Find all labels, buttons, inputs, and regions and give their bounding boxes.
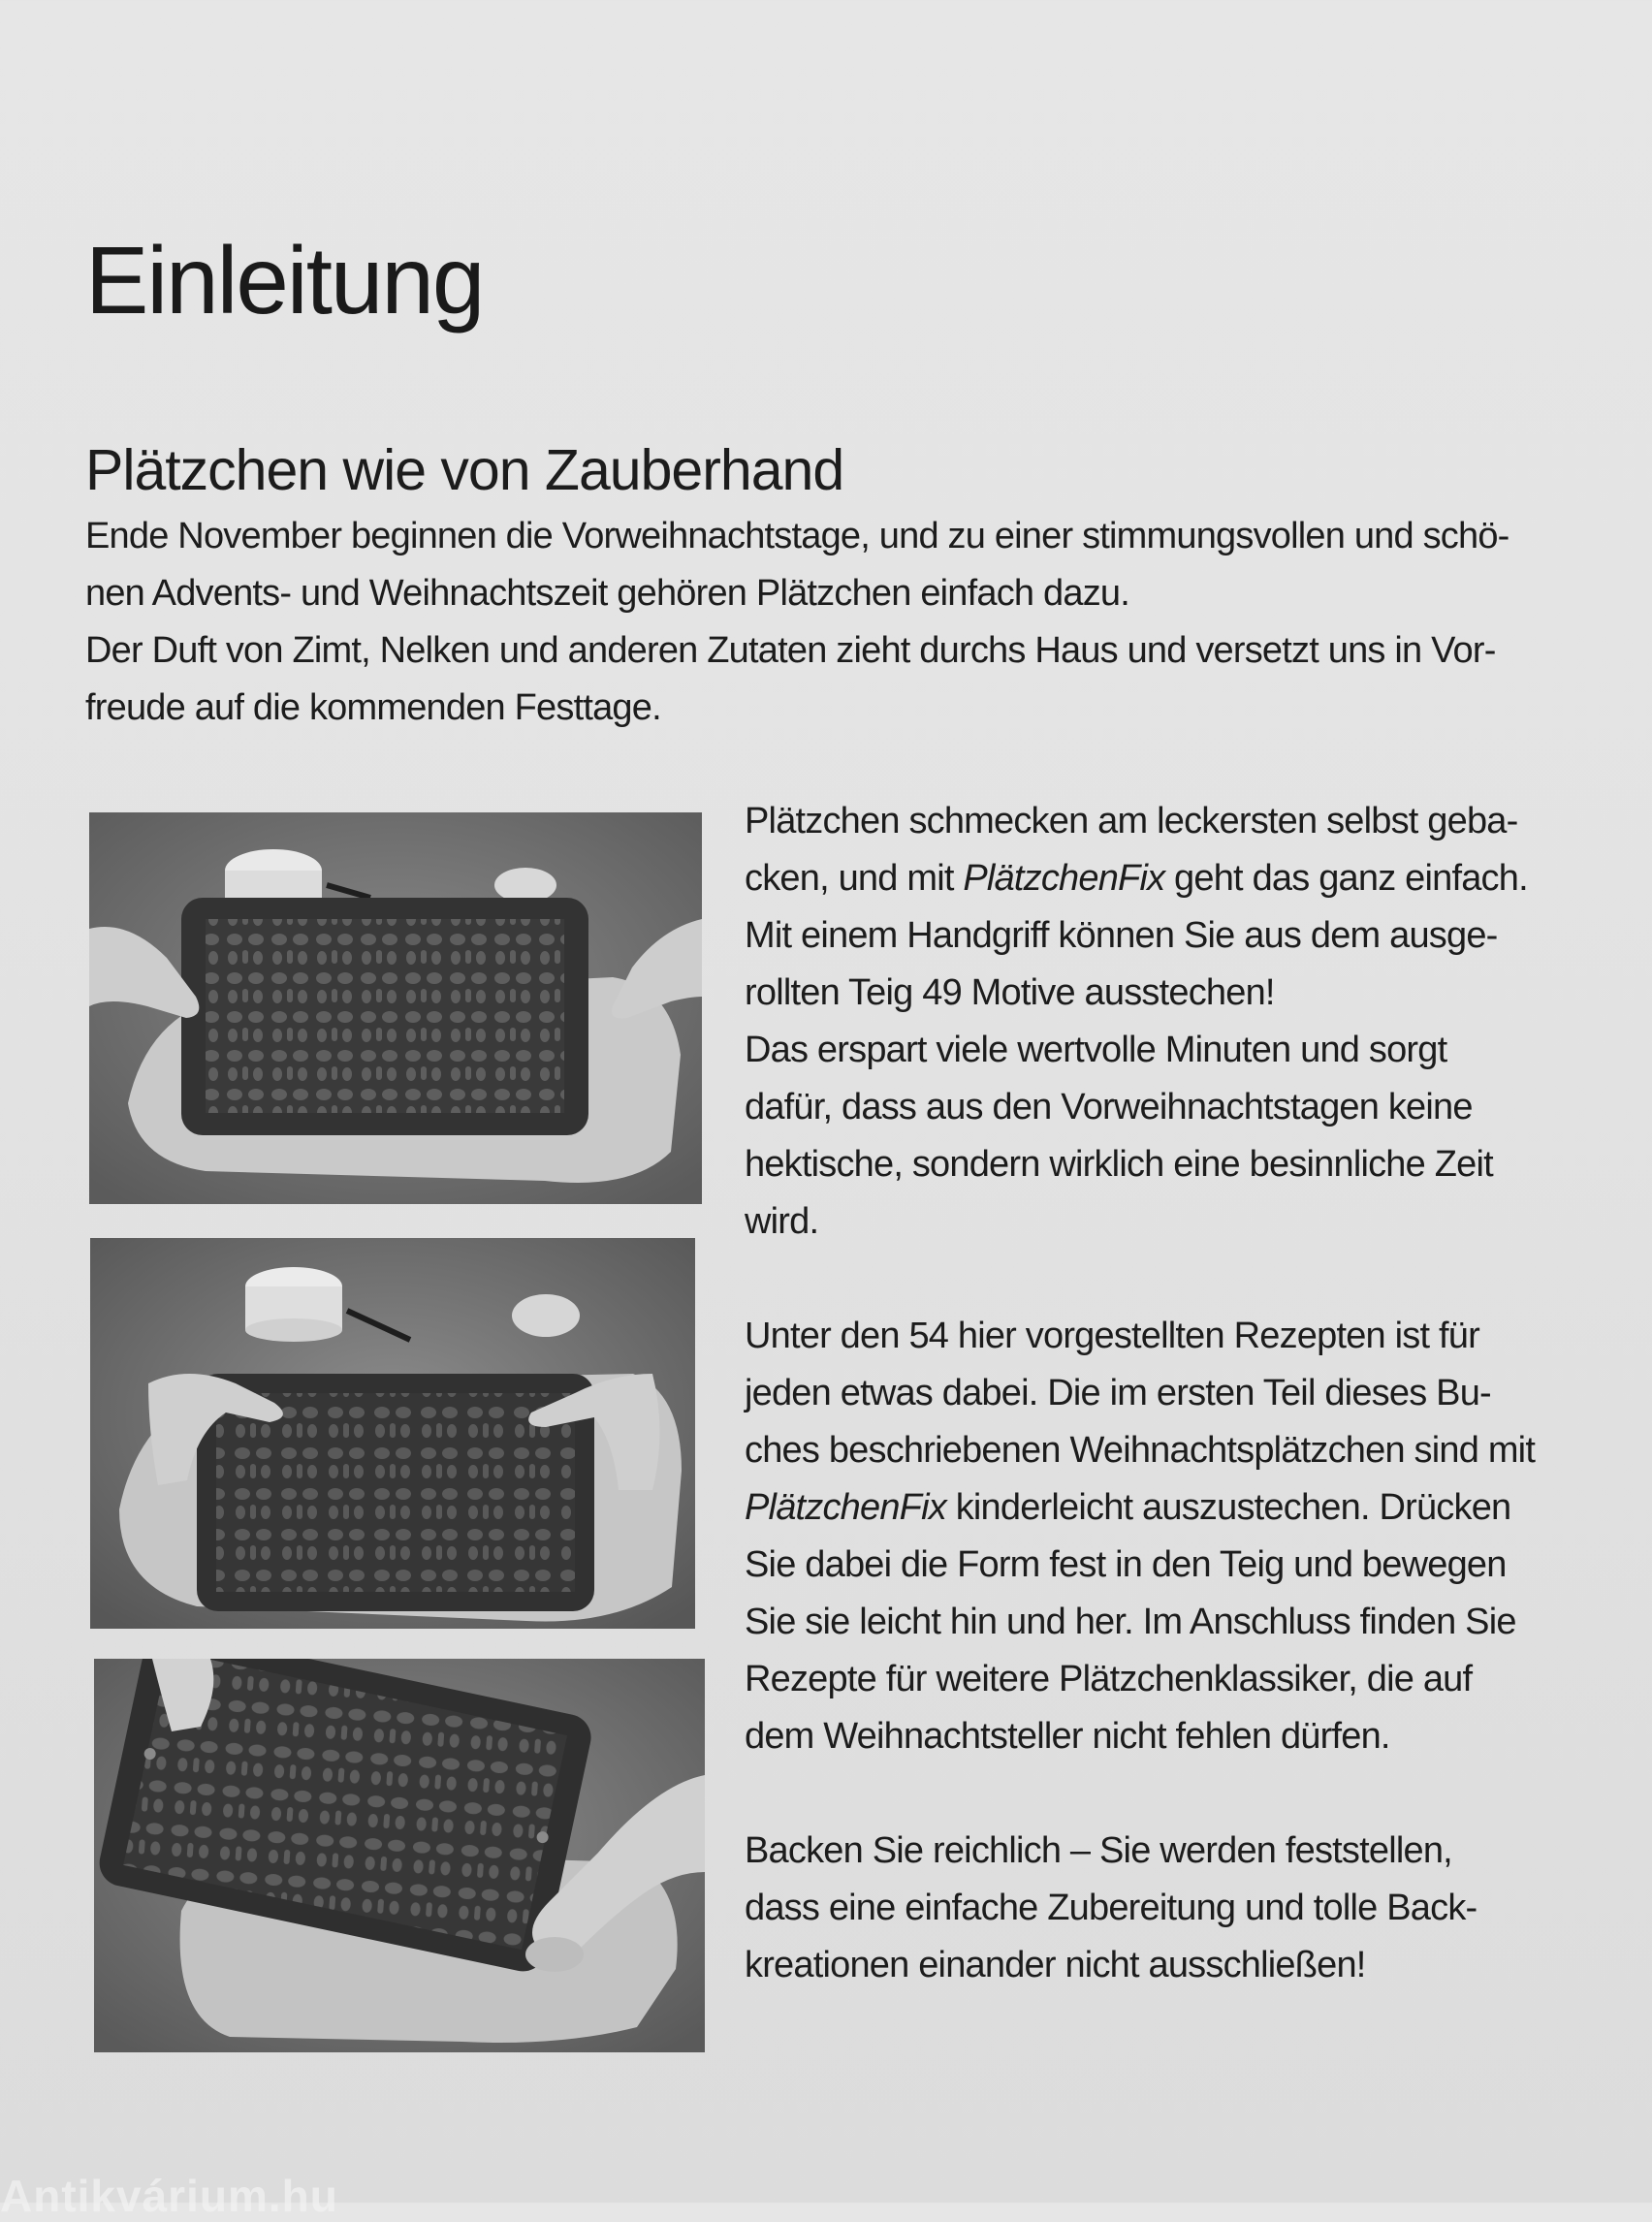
body-line: Das erspart viele wertvolle Minuten und sorgt	[745, 1030, 1447, 1070]
body-line: Sie sie leicht hin und her. Im Anschluss finden Sie	[745, 1602, 1516, 1642]
body-line: dem Weihnachtsteller nicht fehlen dürfen.	[745, 1716, 1390, 1757]
body-line: wird.	[745, 1201, 819, 1242]
watermark: Antikvárium.hu	[0, 2171, 338, 2221]
body-paragraph-2	[745, 1308, 1598, 1765]
body-line	[745, 850, 1598, 907]
photo-step-2	[90, 1238, 695, 1629]
body-paragraph-3	[745, 1823, 1598, 1994]
intro-line: Ende November beginnen die Vorweihnachtstage, und zu einer stimmungsvollen und schö-	[85, 516, 1509, 556]
body-line: Unter den 54 hier vorgestellten Rezepten ist für	[745, 1316, 1479, 1356]
intro-line: freude auf die kommenden Festtage.	[85, 687, 661, 728]
intro-line: nen Advents- und Weihnachtszeit gehören Plätzchen einfach dazu.	[85, 573, 1129, 614]
body-line: dafür, dass aus den Vorweihnachtstagen keine	[745, 1087, 1473, 1127]
product-name: PlätzchenFix	[963, 858, 1165, 899]
body-line: ches beschriebenen Weihnachtsplätzchen sind mit	[745, 1430, 1536, 1471]
chapter-title: Einleitung	[85, 227, 484, 333]
section-title: Plätzchen wie von Zauberhand	[85, 438, 844, 502]
photo-step-3	[94, 1659, 705, 2052]
text-run: kinderleicht auszustechen. Drücken	[945, 1487, 1511, 1528]
photo-step-1	[89, 812, 702, 1204]
product-name: PlätzchenFix	[745, 1487, 946, 1528]
body-paragraph-1	[745, 793, 1598, 1251]
text-run: cken, und mit	[745, 858, 964, 899]
body-line: hektische, sondern wirklich eine besinnliche Zeit	[745, 1144, 1493, 1185]
text-run: geht das ganz einfach.	[1164, 858, 1528, 899]
body-line	[745, 1479, 1598, 1537]
body-text-column	[745, 793, 1598, 1994]
body-line: dass eine einfache Zubereitung und tolle Back-	[745, 1888, 1477, 1928]
intro-line: Der Duft von Zimt, Nelken und anderen Zutaten zieht durchs Haus und versetzt uns in Vor-	[85, 630, 1496, 671]
body-line: Rezepte für weitere Plätzchenklassiker, die auf	[745, 1659, 1473, 1699]
body-line: Sie dabei die Form fest in den Teig und bewegen	[745, 1544, 1507, 1585]
body-line: kreationen einander nicht ausschließen!	[745, 1945, 1366, 1985]
body-line: Mit einem Handgriff können Sie aus dem ausge-	[745, 915, 1498, 956]
intro-paragraph	[85, 508, 1578, 737]
body-line: jeden etwas dabei. Die im ersten Teil dieses Bu-	[745, 1373, 1491, 1413]
body-line: rollten Teig 49 Motive ausstechen!	[745, 972, 1275, 1013]
body-line: Backen Sie reichlich – Sie werden feststellen,	[745, 1830, 1452, 1871]
body-line: Plätzchen schmecken am leckersten selbst geba-	[745, 801, 1518, 841]
